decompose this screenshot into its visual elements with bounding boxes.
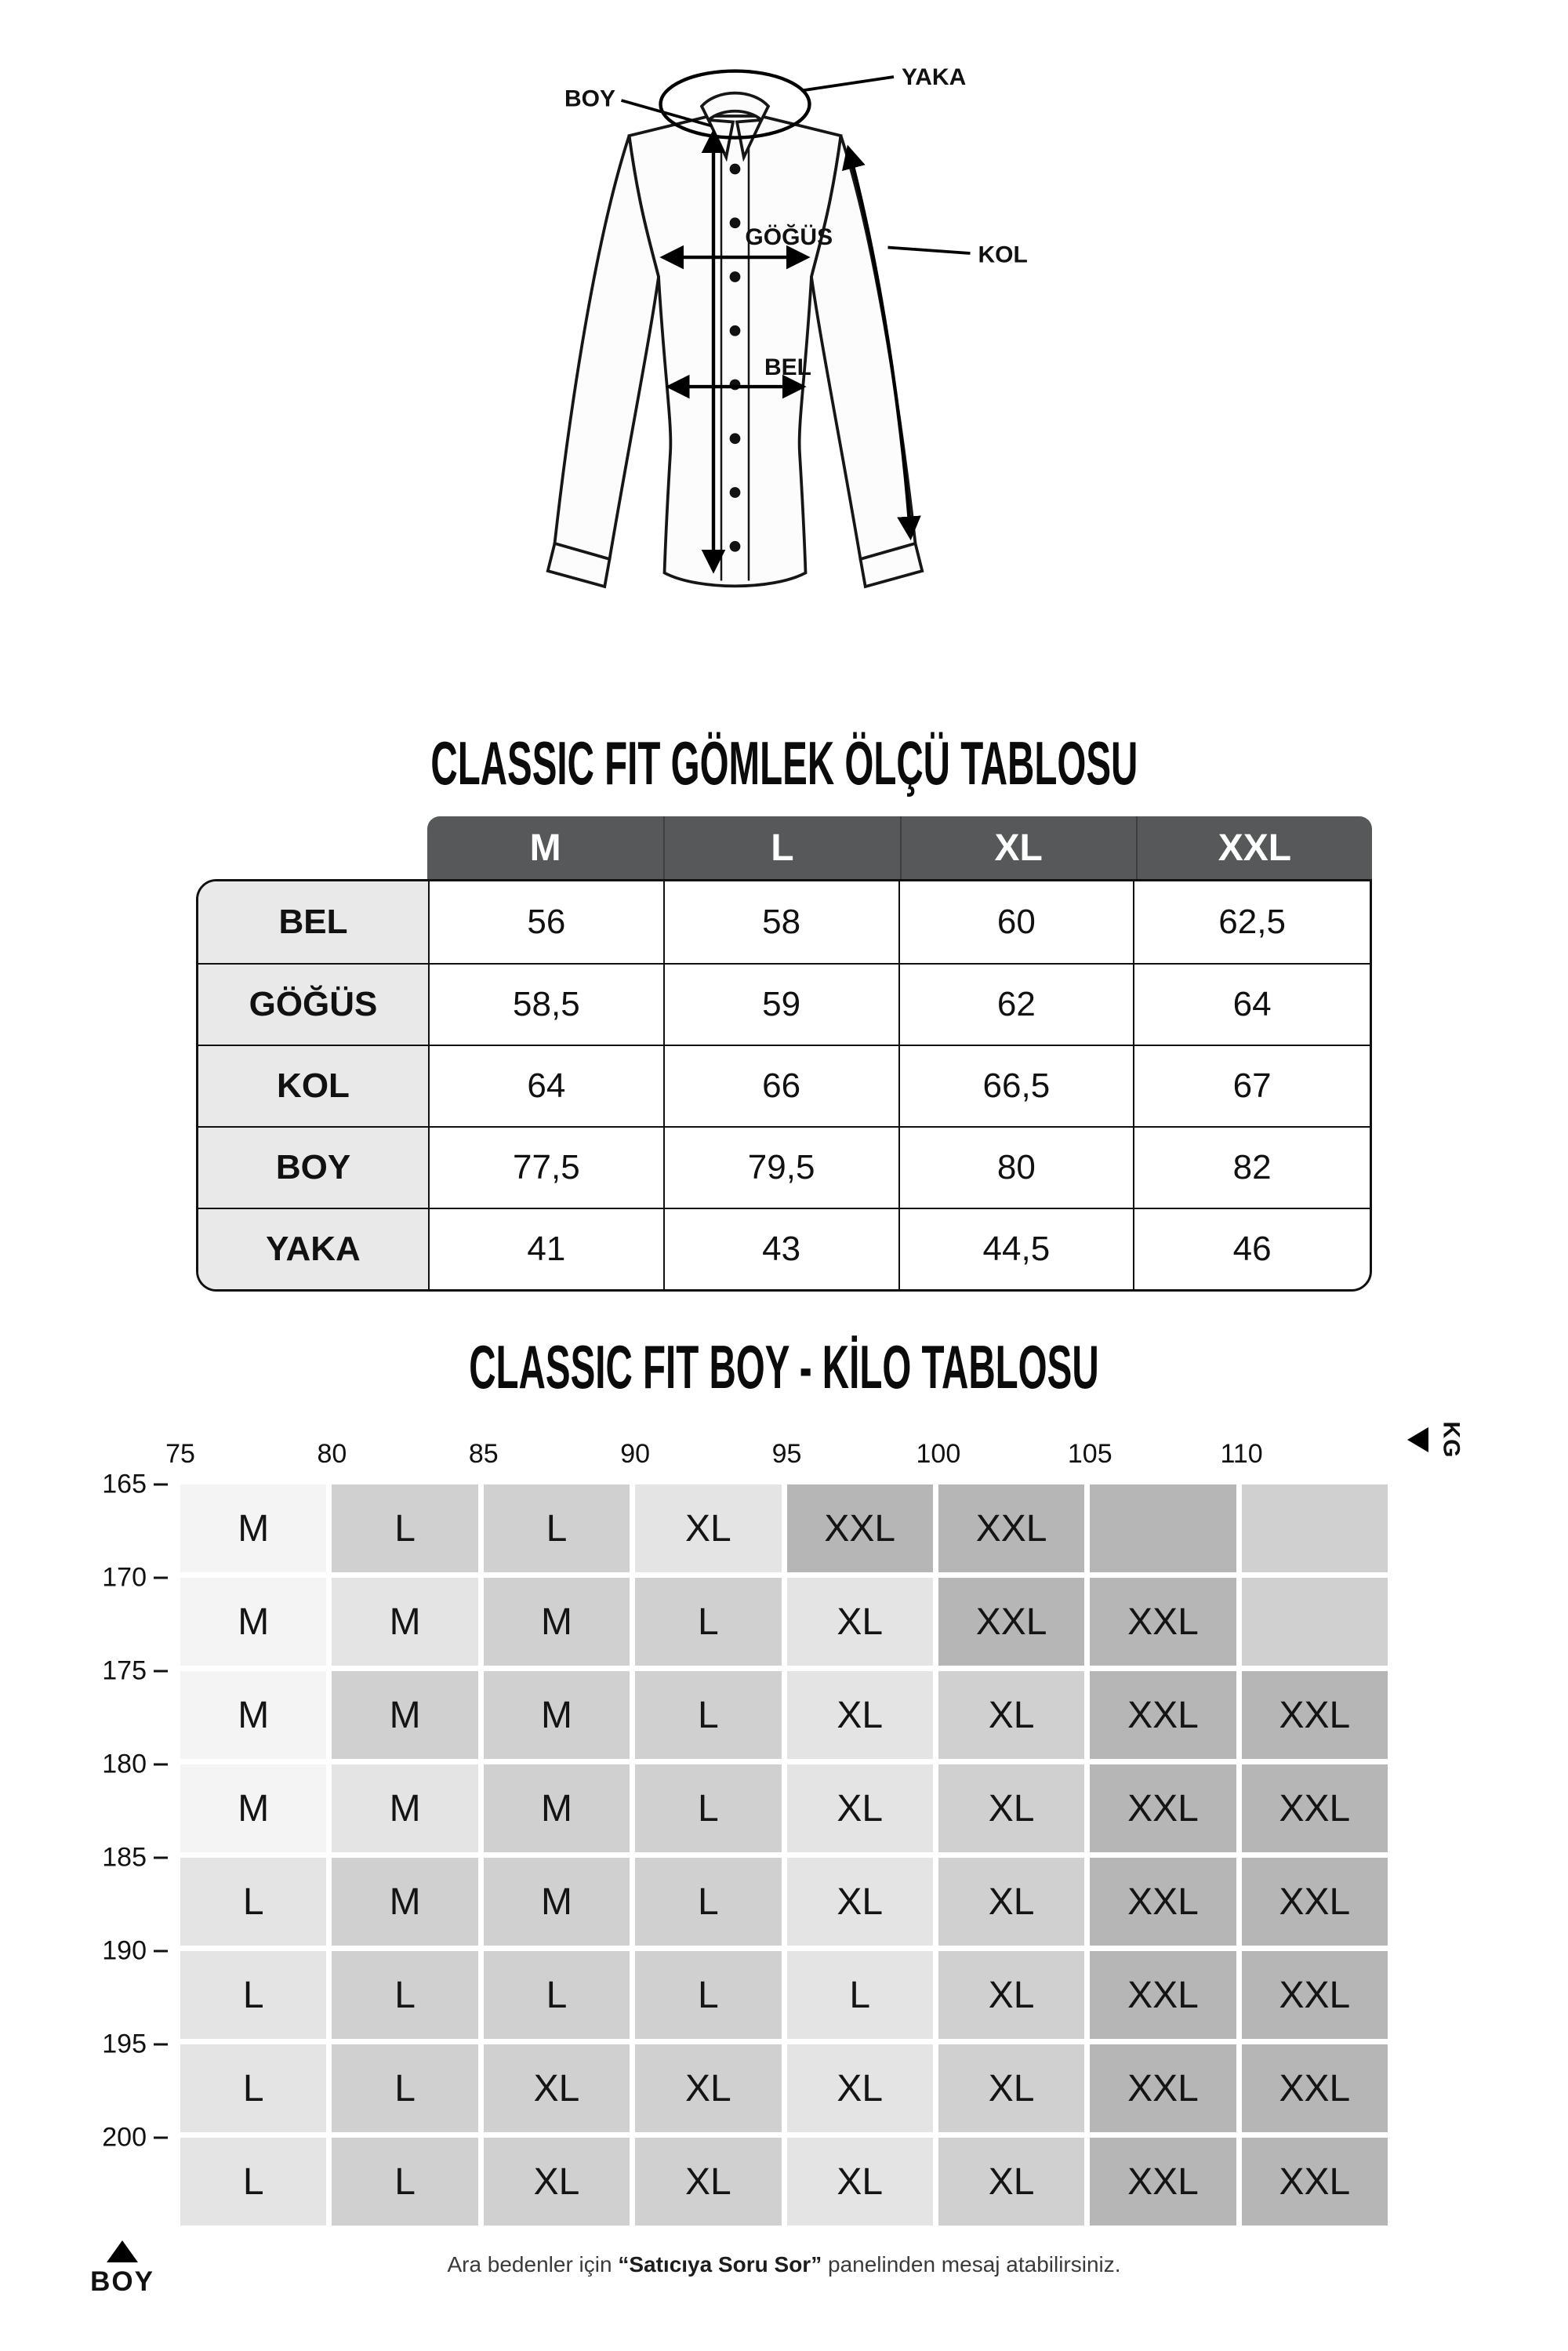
hw-cell-XXL: XXL [1242,1951,1388,2039]
hw-cell-XL: XL [938,1671,1084,1759]
hw-cell-XL: XL [787,2044,933,2132]
hw-cell-M: M [332,1764,477,1852]
size-value: 62 [900,963,1135,1045]
size-value: 56 [430,881,665,963]
hw-cell-M: M [180,1484,326,1572]
height-tick-dash [154,1484,168,1486]
hw-cell-XL: XL [787,2138,933,2226]
hw-cell-XXL: XXL [1090,1671,1236,1759]
hw-cell-L: L [635,1951,781,2039]
hw-cell-XL: XL [484,2138,630,2226]
hw-cell-L: L [332,1951,477,2039]
boy-axis-label: BOY [90,2266,154,2297]
size-value: 77,5 [430,1126,665,1208]
boy-connector-line [622,100,712,126]
hw-cell-L: L [180,1951,326,2039]
size-value: 60 [900,881,1135,963]
weight-tick: 90 [620,1439,651,1469]
hw-cell-XL: XL [787,1764,933,1852]
height-weight-chart-title: CLASSIC FIT BOY - KİLO TABLOSU [469,1332,1099,1401]
hw-cell-M: M [484,1671,630,1759]
yaka-label: YAKA [902,64,967,90]
footer-note [0,2252,1568,2277]
hw-cell-L: L [787,1951,933,2039]
hw-cell-XL: XL [787,1671,933,1759]
weight-tick: 95 [771,1439,802,1469]
hw-cell-XXL: XXL [1242,2138,1388,2226]
shirt-diagram-svg [294,22,1274,728]
size-col-header: L [663,816,899,879]
height-tick [80,1470,168,1500]
size-row-label: YAKA [198,1208,430,1289]
height-tick-number: 195 [102,2029,147,2059]
height-tick-dash [154,1857,168,1859]
weight-tick: 110 [1220,1439,1263,1469]
height-tick-dash [154,1577,168,1579]
height-tick-number: 165 [102,1469,147,1499]
size-table-header [427,816,1372,879]
hw-cell-empty [1090,1484,1236,1572]
height-tick-number: 170 [102,1562,147,1593]
hw-cell-XXL: XXL [1090,2044,1236,2132]
size-value: 44,5 [900,1208,1135,1289]
hw-cell-XL: XL [635,2138,781,2226]
footer-note-prefix: Ara bedenler için [447,2252,619,2277]
kol-connector-line [888,248,971,254]
height-tick-number: 200 [102,2122,147,2153]
hw-cell-XXL: XXL [938,1578,1084,1666]
hw-cell-M: M [484,1578,630,1666]
weight-tick: 100 [916,1439,961,1469]
size-table [196,816,1372,1292]
bel-label: BEL [764,354,811,380]
height-tick-dash [154,1764,168,1766]
hw-cell-M: M [484,1858,630,1946]
height-tick [80,1936,168,1967]
up-arrow-icon [107,2240,138,2262]
hw-cell-XL: XL [787,1578,933,1666]
hw-cell-empty [1242,1578,1388,1666]
height-tick-number: 190 [102,1935,147,1966]
kol-label: KOL [978,242,1028,268]
size-value: 58,5 [430,963,665,1045]
size-value: 58 [665,881,900,963]
footer-note-bold: “Satıcıya Soru Sor” [618,2252,822,2277]
hw-cell-XXL: XXL [1242,1764,1388,1852]
size-value: 66,5 [900,1045,1135,1126]
size-row-label: BEL [198,881,430,963]
size-value: 59 [665,963,900,1045]
height-tick [80,1750,168,1780]
hw-cell-XXL: XXL [1090,1951,1236,2039]
hw-cell-XL: XL [635,2044,781,2132]
kg-axis-indicator [1407,1421,1469,1459]
shirt-body [630,116,841,586]
height-weight-grid [180,1484,1388,2226]
left-arrow-icon [1407,1427,1428,1452]
size-table-body [196,879,1372,1292]
hw-cell-XL: XL [938,2044,1084,2132]
height-tick-dash [154,2044,168,2046]
hw-cell-XXL: XXL [1090,1764,1236,1852]
hw-cell-M: M [332,1671,477,1759]
hw-cell-L: L [635,1578,781,1666]
hw-cell-XXL: XXL [1242,1858,1388,1946]
size-row-label: GÖĞÜS [198,963,430,1045]
hw-cell-M: M [180,1764,326,1852]
hw-cell-XL: XL [635,1484,781,1572]
size-col-header: M [529,827,561,869]
size-row-label: KOL [198,1045,430,1126]
kg-axis-label: KG [1438,1421,1465,1459]
hw-cell-L: L [332,2138,477,2226]
height-tick-number: 175 [102,1655,147,1686]
hw-cell-L: L [635,1858,781,1946]
hw-cell-L: L [180,1858,326,1946]
hw-cell-XL: XL [787,1858,933,1946]
yaka-connector-line [802,77,895,91]
height-tick [80,1656,168,1687]
size-value: 43 [665,1208,900,1289]
size-value: 41 [430,1208,665,1289]
size-value: 64 [1134,963,1370,1045]
hw-cell-M: M [332,1858,477,1946]
height-tick [80,1563,168,1593]
hw-cell-XL: XL [938,1951,1084,2039]
hw-cell-M: M [332,1578,477,1666]
hw-cell-M: M [180,1671,326,1759]
weight-tick: 75 [165,1439,195,1469]
size-value: 62,5 [1218,903,1286,941]
height-tick-dash [154,2137,168,2139]
hw-cell-L: L [332,1484,477,1572]
size-row-label: BOY [198,1126,430,1208]
height-tick [80,2123,168,2153]
size-col-header: XXL [1136,816,1372,879]
height-tick-number: 185 [102,1842,147,1873]
hw-cell-L: L [180,2138,326,2226]
size-value: 64 [430,1045,665,1126]
boy-axis-indicator [77,2240,168,2298]
height-tick-dash [154,1670,168,1673]
hw-cell-L: L [635,1671,781,1759]
hw-cell-XXL: XXL [1242,1671,1388,1759]
height-tick [80,1843,168,1873]
height-tick-number: 180 [102,1749,147,1779]
hw-cell-XL: XL [938,1858,1084,1946]
size-table-title: CLASSIC FIT GÖMLEK ÖLÇÜ TABLOSU [430,729,1138,798]
size-value: 67 [1134,1045,1370,1126]
hw-cell-L: L [332,2044,477,2132]
hw-cell-XXL: XXL [787,1484,933,1572]
hw-cell-XL: XL [938,1764,1084,1852]
hw-cell-XXL: XXL [1090,1858,1236,1946]
hw-cell-L: L [484,1951,630,2039]
size-value: 66 [665,1045,900,1126]
weight-tick: 80 [317,1439,347,1469]
hw-cell-XL: XL [938,2138,1084,2226]
size-col-header: XL [900,816,1136,879]
weight-tick: 85 [468,1439,499,1469]
height-tick [80,2029,168,2060]
size-value: 80 [900,1126,1135,1208]
hw-cell-empty [1242,1484,1388,1572]
hw-cell-XXL: XXL [1090,2138,1236,2226]
height-tick-dash [154,1950,168,1953]
hw-cell-M: M [180,1578,326,1666]
hw-cell-M: M [484,1764,630,1852]
size-value: 46 [1134,1208,1370,1289]
boy-label: BOY [564,85,615,112]
hw-cell-L: L [180,2044,326,2132]
hw-cell-L: L [635,1764,781,1852]
hw-cell-XXL: XXL [938,1484,1084,1572]
shirt-measurement-diagram [0,0,1568,732]
hw-cell-XL: XL [484,2044,630,2132]
hw-cell-XXL: XXL [1242,2044,1388,2132]
size-value: 82 [1134,1126,1370,1208]
hw-cell-XXL: XXL [1090,1578,1236,1666]
hw-cell-L: L [484,1484,630,1572]
footer-note-suffix: panelinden mesaj atabilirsiniz. [822,2252,1121,2277]
size-value: 79,5 [665,1126,900,1208]
weight-tick: 105 [1067,1439,1112,1469]
gogus-label: GÖĞÜS [745,223,833,250]
